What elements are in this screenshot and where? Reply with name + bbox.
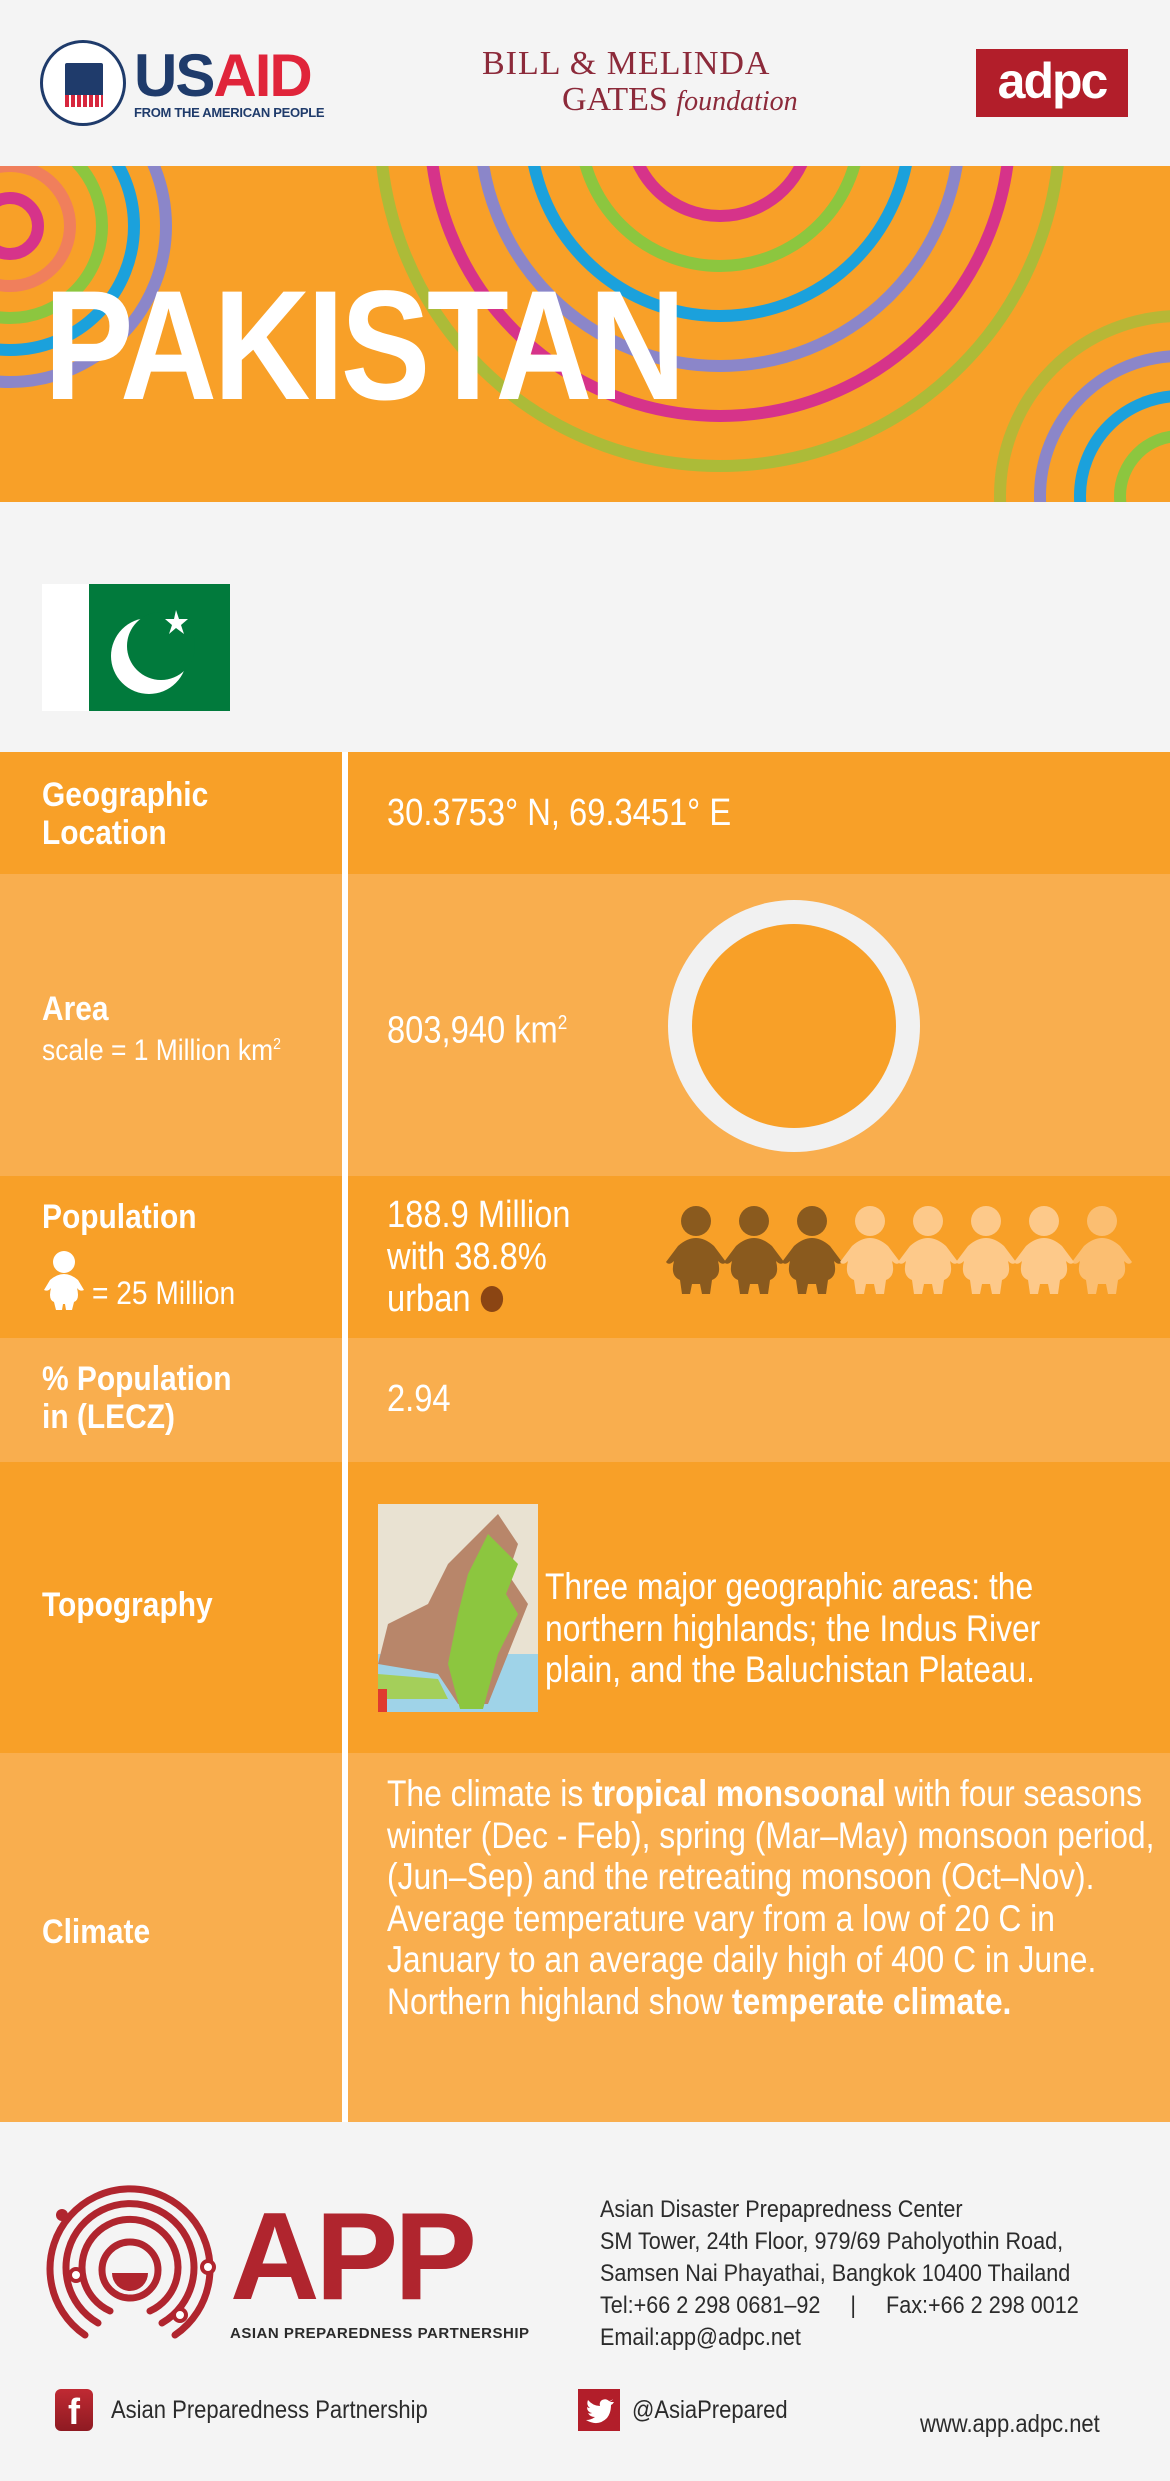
area-scale-circle (668, 900, 920, 1152)
lecz-label-line2: in (LECZ) (42, 1398, 175, 1436)
usaid-wordmark-us: US (134, 41, 214, 109)
urban-figure-partial-icon (782, 1206, 842, 1294)
usaid-seal-icon (40, 40, 126, 126)
climate-paragraph-1 (387, 1773, 1161, 1981)
climate-text: The climate is (387, 1773, 593, 1814)
population-figures-chart (664, 1206, 1140, 1306)
rural-figure-partial-icon (1072, 1206, 1132, 1294)
topography-text-line3: plain, and the Baluchistan Plateau. (545, 1649, 1036, 1690)
app-tagline: ASIAN PREPAREDNESS PARTNERSHIP (230, 2325, 530, 2342)
twitter-icon (578, 2389, 620, 2431)
country-banner (0, 166, 1170, 502)
location-value: 30.3753° N, 69.3451° E (387, 792, 732, 834)
address-block (600, 2194, 1170, 2354)
row-lecz (0, 1338, 1170, 1462)
population-value-line3: urban (387, 1278, 471, 1320)
row-population (0, 1176, 1170, 1338)
address-line3: Samsen Nai Phayathai, Bangkok 10400 Thailand (600, 2260, 1071, 2287)
location-label-line2: Location (42, 814, 167, 852)
climate-emphasis: tropical monsoonal (592, 1773, 886, 1814)
row-topography (0, 1462, 1170, 1753)
area-value-sup: 2 (557, 1012, 568, 1034)
twitter-handle: @AsiaPrepared (632, 2395, 788, 2424)
address-line1: Asian Disaster Prepapredness Center (600, 2196, 963, 2223)
crescent-star-icon (89, 584, 230, 711)
country-title: PAKISTAN (44, 259, 683, 433)
gates-logo-script: foundation (676, 86, 798, 117)
area-label: Area (42, 990, 109, 1028)
lecz-value: 2.94 (387, 1378, 451, 1420)
pakistan-flag (42, 584, 230, 711)
area-value: 803,940 km (387, 1009, 558, 1052)
area-country-circle (692, 924, 896, 1128)
contact-line (600, 2290, 1122, 2322)
facebook-link[interactable] (55, 2389, 471, 2431)
climate-text-cont: with four seasons winter (Dec - Feb), spring (Mar–May) monsoon period, (Jun–Sep) and the retreating monsoon (Oct–Nov). Average temperature vary from a low of 20 C in January to an average daily high of 400 C in June. (387, 1773, 1155, 1980)
app-rings-icon (40, 2185, 220, 2355)
adpc-logo: adpc (976, 49, 1128, 117)
climate-label: Climate (42, 1913, 151, 1951)
topography-label: Topography (42, 1586, 213, 1624)
location-label-line1: Geographic (42, 776, 209, 814)
topography-text-line1: Three major geographic areas: the (545, 1566, 1034, 1607)
twitter-link[interactable] (578, 2389, 809, 2431)
population-value-line1: 188.9 Million (387, 1194, 571, 1236)
app-letters: APP (230, 2188, 473, 2326)
usaid-wordmark-aid: AID (213, 41, 311, 109)
column-divider (342, 752, 348, 2122)
lecz-label-line1: % Population (42, 1360, 232, 1398)
tel-text: Tel:+66 2 298 0681–92 (600, 2292, 821, 2319)
climate-highland-emphasis: temperate climate. (731, 1980, 1012, 2022)
topography-map-image (378, 1504, 538, 1712)
usaid-tagline: FROM THE AMERICAN PEOPLE (134, 104, 325, 120)
gates-logo-line1: BILL & MELINDA (482, 45, 771, 82)
facebook-icon: f (55, 2389, 93, 2431)
gates-logo-line2: GATES (562, 81, 668, 118)
climate-paragraph-2 (387, 1981, 1161, 2023)
area-scale-sup: 2 (273, 1036, 281, 1053)
facebook-label: Asian Preparedness Partnership (111, 2395, 428, 2424)
row-climate (0, 1753, 1170, 2122)
website-link[interactable]: www.app.adpc.net (920, 2410, 1100, 2438)
urban-figure-icon (666, 1206, 784, 1294)
row-geographic-location (0, 752, 1170, 874)
separator: | (850, 2292, 857, 2319)
row-area (0, 874, 1170, 1176)
email-link[interactable]: Email:app@adpc.net (600, 2324, 801, 2351)
population-value-line2: with 38.8% (387, 1236, 547, 1278)
partner-logos-bar (0, 0, 1170, 166)
urban-dot-icon (481, 1286, 503, 1312)
usaid-logo (40, 40, 324, 126)
app-logo (40, 2185, 540, 2355)
population-legend-text: = 25 Million (92, 1275, 236, 1311)
population-label: Population (42, 1198, 197, 1236)
gates-foundation-logo (482, 46, 822, 120)
climate-highland-text: Northern highland show (387, 1980, 732, 2022)
address-line2: SM Tower, 24th Floor, 979/69 Paholyothin Road, (600, 2228, 1064, 2255)
area-scale-text: scale = 1 Million km (42, 1034, 274, 1067)
fax-text: Fax:+66 2 298 0012 (886, 2292, 1079, 2319)
rural-figure-icon (840, 1206, 1074, 1294)
pakistan-map-icon (378, 1504, 538, 1712)
topography-text-line2: northern highlands; the Indus River (545, 1607, 1041, 1649)
person-legend-icon (42, 1250, 86, 1310)
